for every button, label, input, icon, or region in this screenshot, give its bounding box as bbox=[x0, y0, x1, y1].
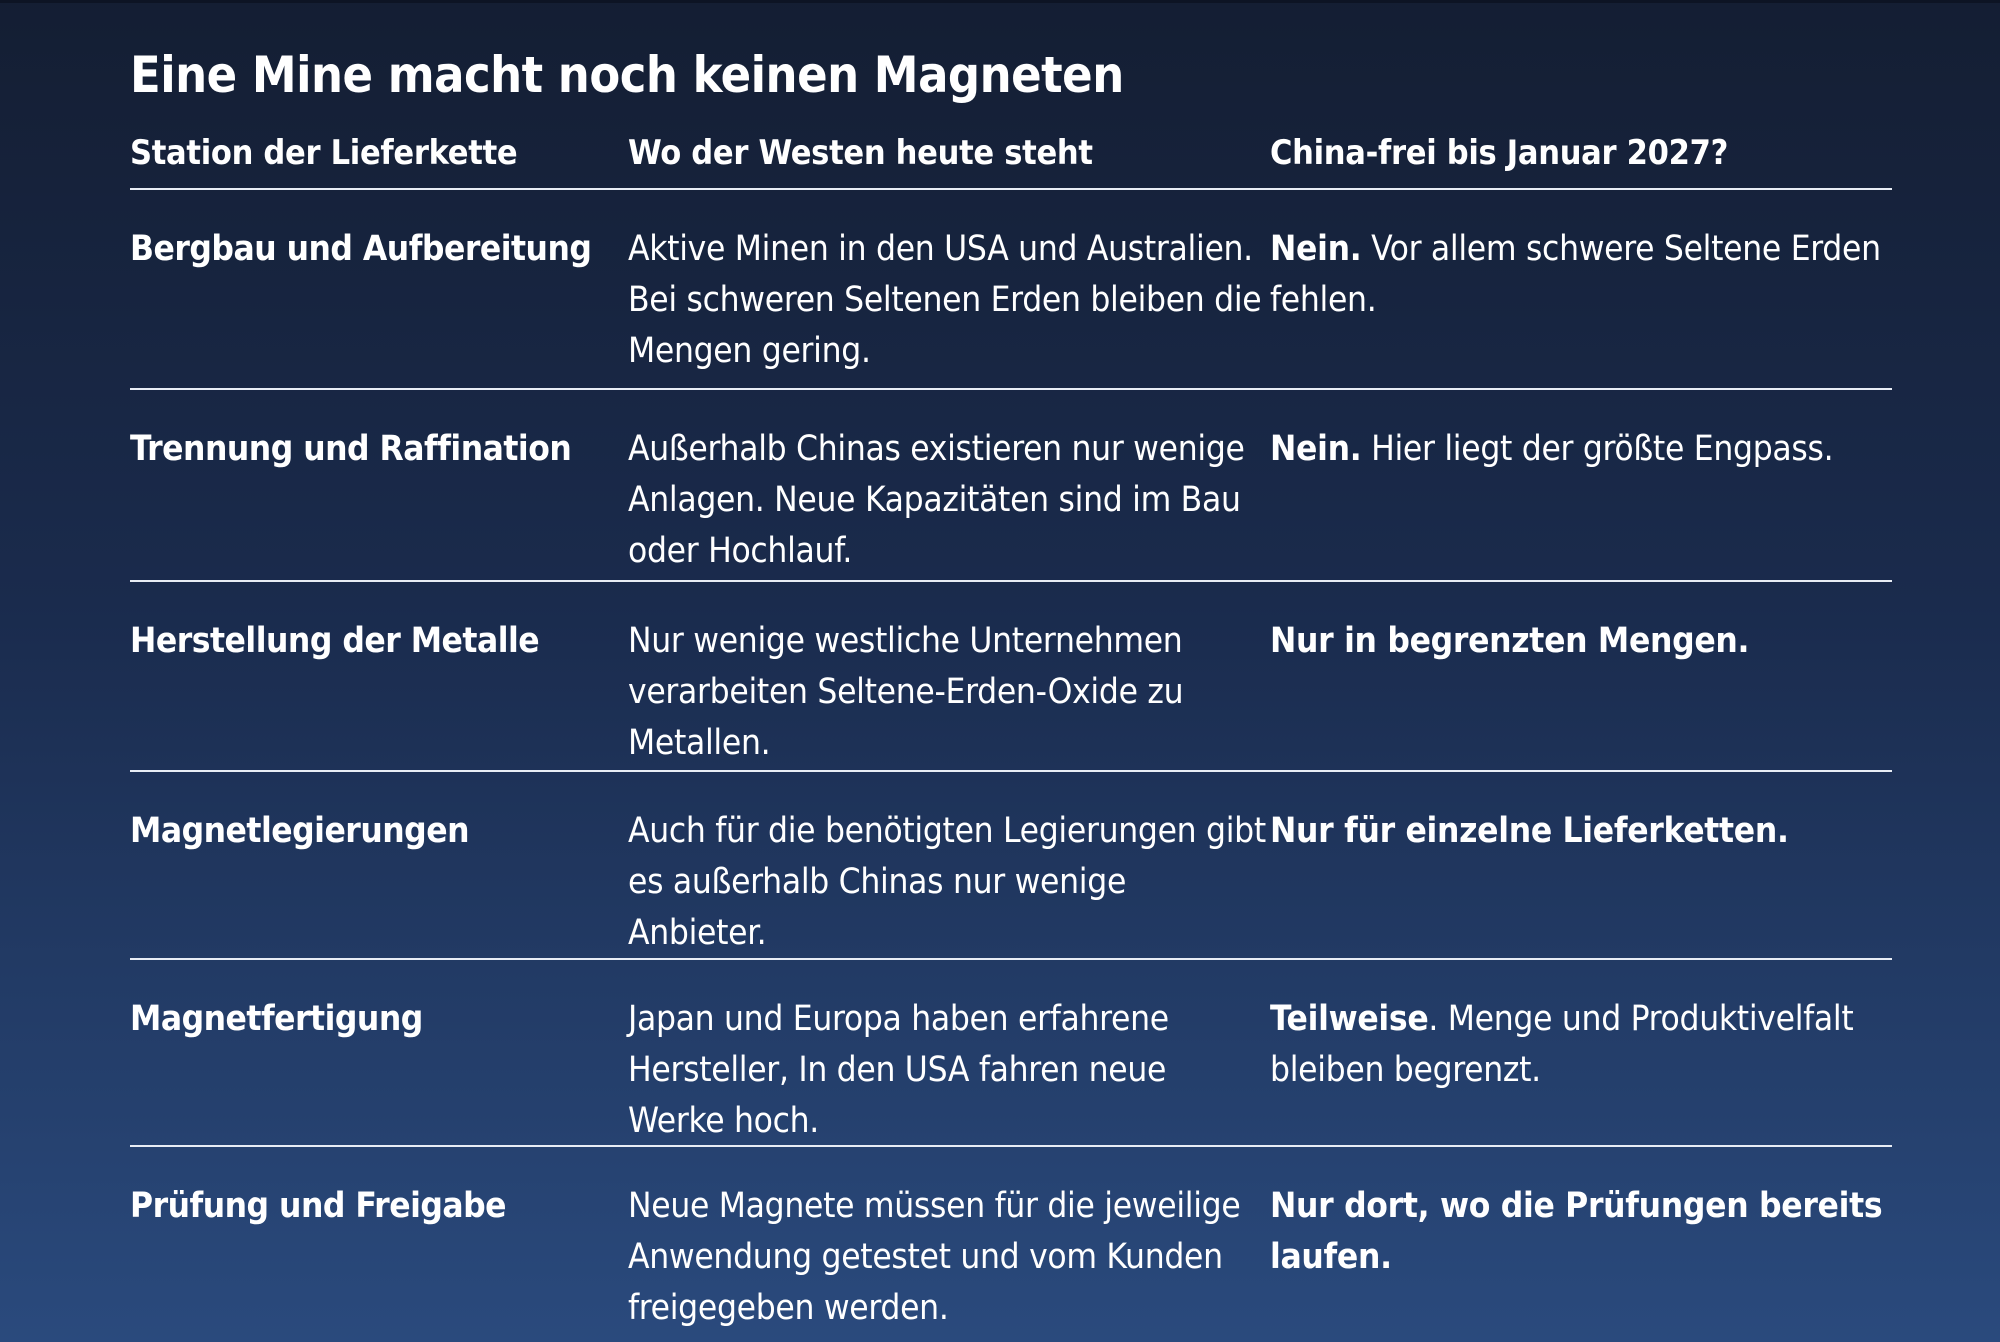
verdict-keyword: Nur in begrenzten Mengen. bbox=[1270, 621, 1750, 661]
china-free-verdict bbox=[1270, 616, 1892, 770]
station-name: Prüfung und Freigabe bbox=[130, 1186, 507, 1226]
verdict-keyword: Nein. bbox=[1270, 429, 1362, 469]
china-free-verdict bbox=[1270, 424, 1892, 580]
column-header-china-free: China-frei bis Januar 2027? bbox=[1270, 133, 1729, 173]
supply-chain-table bbox=[130, 128, 1892, 1335]
west-status: Außerhalb Chinas existieren nur wenige Anlagen. Neue Kapazitäten sind im Bau oder Hochlauf. bbox=[628, 429, 1245, 571]
verdict-keyword: Nein. bbox=[1270, 229, 1362, 269]
china-free-verdict bbox=[1270, 994, 1892, 1147]
table-row bbox=[130, 582, 1892, 772]
table-header-row bbox=[130, 128, 1892, 190]
column-header-west: Wo der Westen heute steht bbox=[628, 133, 1093, 173]
verdict-detail: Vor allem schwere Seltene Erden fehlen. bbox=[1270, 229, 1881, 320]
verdict-keyword: Nur für einzelne Lieferketten. bbox=[1270, 811, 1789, 851]
verdict-keyword: Teilweise bbox=[1270, 999, 1429, 1039]
table-row bbox=[130, 190, 1892, 390]
table-row bbox=[130, 1147, 1892, 1335]
west-status: Nur wenige westliche Unternehmen verarbeiten Seltene-Erden-Oxide zu Metallen. bbox=[628, 621, 1184, 763]
china-free-verdict bbox=[1270, 1181, 1892, 1335]
table-row bbox=[130, 390, 1892, 582]
west-status: Auch für die benötigten Legierungen gibt es außerhalb Chinas nur wenige Anbieter. bbox=[628, 811, 1266, 953]
page-title: Eine Mine macht noch keinen Magneten bbox=[130, 46, 1124, 104]
verdict-keyword: Nur dort, wo die Prüfungen bereits laufen. bbox=[1270, 1186, 1883, 1277]
table-row bbox=[130, 772, 1892, 960]
station-name: Bergbau und Aufbereitung bbox=[130, 229, 592, 269]
west-status: Aktive Minen in den USA und Australien. Bei schweren Seltenen Erden bleiben die Mengen gering. bbox=[628, 229, 1262, 371]
column-header-station: Station der Lieferkette bbox=[130, 133, 518, 173]
west-status: Neue Magnete müssen für die jeweilige Anwendung getestet und vom Kunden freigegeben werden. bbox=[628, 1186, 1241, 1328]
verdict-detail: . Menge und Produktivelfalt bleiben begrenzt. bbox=[1270, 999, 1854, 1090]
table-row bbox=[130, 960, 1892, 1147]
station-name: Magnetfertigung bbox=[130, 999, 423, 1039]
china-free-verdict bbox=[1270, 224, 1892, 388]
station-name: Herstellung der Metalle bbox=[130, 621, 540, 661]
verdict-detail: Hier liegt der größte Engpass. bbox=[1361, 429, 1834, 469]
west-status: Japan und Europa haben erfahrene Hersteller, In den USA fahren neue Werke hoch. bbox=[628, 999, 1169, 1141]
china-free-verdict bbox=[1270, 806, 1892, 959]
top-edge-divider bbox=[0, 0, 2000, 3]
station-name: Trennung und Raffination bbox=[130, 429, 572, 469]
station-name: Magnetlegierungen bbox=[130, 811, 470, 851]
